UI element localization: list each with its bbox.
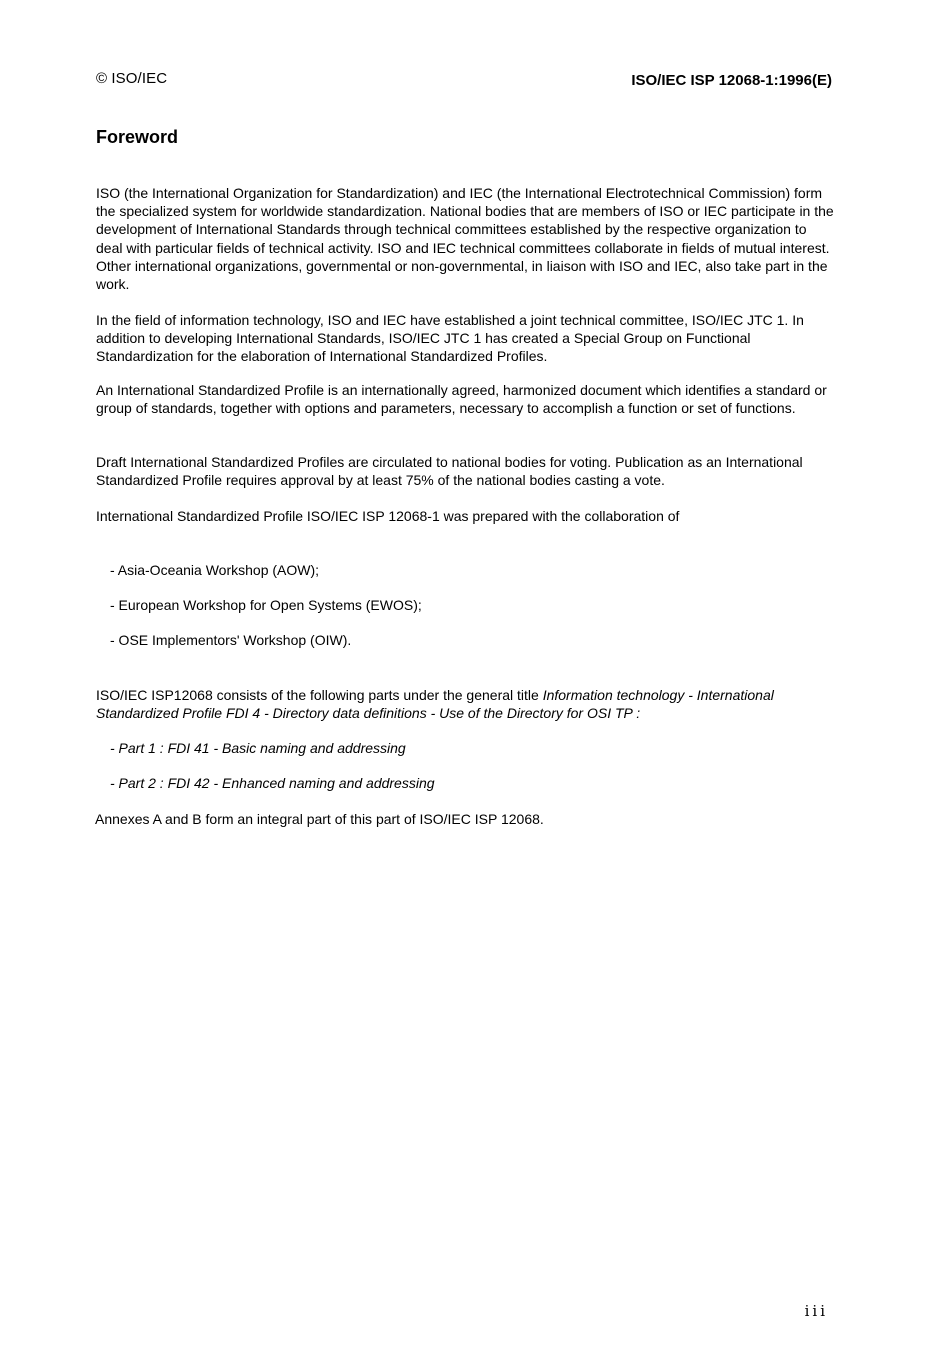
paragraph-iso-iec-intro: ISO (the International Organization for Standardization) and IEC (the International Electrotechnical Commission) form the specialized system for worldwide standardization. National bodies that are members of ISO or IEC participate in the development of International Standards through technical committees established by the respective organization to deal with particular fields of technical activity. ISO and IEC technical committees collaborate in fields of mutual interest. Other international organizations, governmental or non-governmental, in liaison with ISO and IEC, also take part in the work.	[96, 185, 834, 293]
copyright-header: © ISO/IEC	[96, 70, 168, 87]
parts-intro-prefix: ISO/IEC ISP12068 consists of the following parts under the general title	[96, 687, 543, 703]
paragraph-jtc1: In the field of information technology, ISO and IEC have established a joint technical committee, ISO/IEC JTC 1. In addition to developing International Standards, ISO/IEC JTC 1 has created a Special Group on Functional Standardization for the elaboration of International Standardized Profiles.	[96, 312, 804, 365]
document-id-header: ISO/IEC ISP 12068-1:1996(E)	[631, 72, 832, 89]
list-item-aow: - Asia-Oceania Workshop (AOW);	[110, 562, 320, 578]
list-item-oiw: - OSE Implementors' Workshop (OIW).	[110, 632, 352, 648]
paragraph-isp-definition: An International Standardized Profile is an internationally agreed, harmonized document which identifies a standard or group of standards, together with options and parameters, necessary to accomplish a function or set of functions.	[96, 382, 827, 417]
list-item-ewos: - European Workshop for Open Systems (EWOS);	[110, 597, 422, 613]
list-item-part-2: - Part 2 : FDI 42 - Enhanced naming and addressing	[110, 775, 435, 791]
paragraph-parts-intro	[96, 686, 836, 722]
page-title: Foreword	[96, 127, 179, 147]
paragraph-annex-note: Annexes A and B form an integral part of this part of ISO/IEC ISP 12068.	[95, 811, 544, 827]
paragraph-collaboration: International Standardized Profile ISO/IEC ISP 12068-1 was prepared with the collaboration of	[96, 508, 680, 524]
list-item-part-1: - Part 1 : FDI 41 - Basic naming and addressing	[110, 740, 406, 756]
page-number: iii	[804, 1302, 828, 1320]
paragraph-draft-voting: Draft International Standardized Profiles are circulated to national bodies for voting. Publication as an International Standardized Profile requires approval by at least 75% of the national bodies casting a vote.	[96, 454, 803, 489]
parts-general-title: Information technology - International Standardized Profile FDI 4 - Directory data definitions - Use of the Directory for OSI TP :	[96, 687, 774, 722]
